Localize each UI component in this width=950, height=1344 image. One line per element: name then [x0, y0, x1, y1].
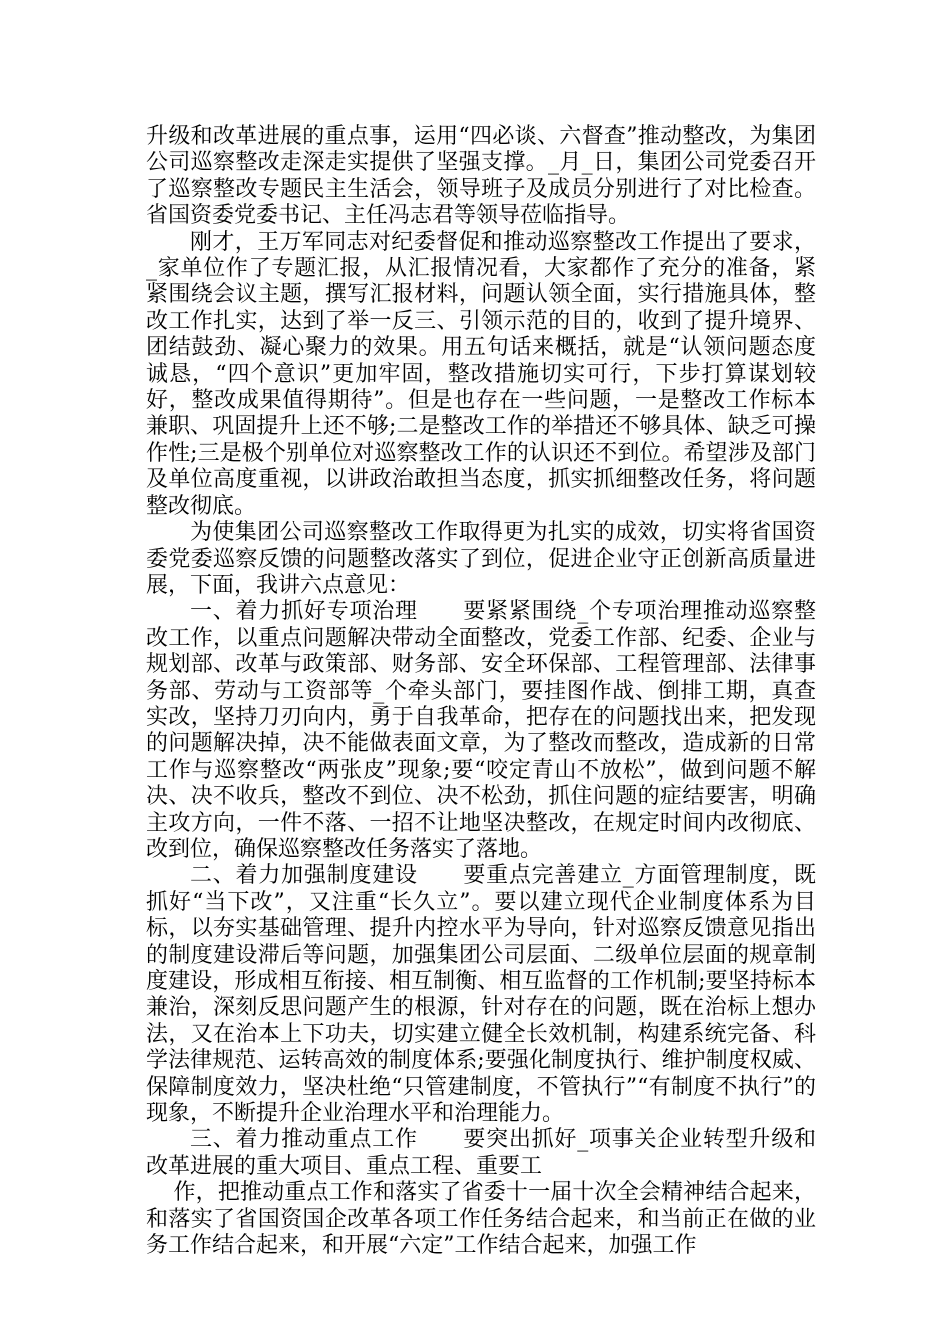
paragraph-1: 升级和改革进展的重点事，运用“四必谈、六督查”推动整改，为集团公司巡察整改走深走实提供了坚强支撑。_月_日，集团公司党委召开了巡察整改专题民主生活会，领导班子及成员分别进行了对比检查。省国资委党委书记、主任冯志君等领导莅临指导。 [146, 124, 816, 229]
paragraph-2: 刚才，王万军同志对纪委督促和推动巡察整改工作提出了要求，_家单位作了专题汇报，从汇报情况看，大家都作了充分的准备，紧紧围绕会议主题，撰写汇报材料，问题认领全面，实行措施具体，整改工作扎实，达到了举一反三、引领示范的目的，收到了提升境界、团结鼓劲、凝心聚力的效果。用五句话来概括，就是“认领问题态度诚恳，“四个意识”更加牢固，整改措施切实可行，下步打算谋划较好，整改成果值得期待”。但是也存在一些问题，一是整改工作标本兼职、巩固提升上还不够;二是整改工作的举措还不够具体、缺乏可操作性;三是极个别单位对巡察整改工作的认识还不到位。希望涉及部门及单位高度重视，以讲政治敢担当态度，抓实抓细整改任务，将问题整改彻底。 [146, 229, 816, 519]
paragraph-3: 为使集团公司巡察整改工作取得更为扎实的成效，切实将省国资委党委巡察反馈的问题整改落实了到位，促进企业守正创新高质量进展，下面，我讲六点意见： [146, 520, 816, 598]
paragraph-5: 二、着力加强制度建设 要重点完善建立_方面管理制度，既抓好“当下改”，又注重“长久立”。要以建立现代企业制度体系为目标，以夯实基础管理、提升内控水平为导向，针对巡察反馈意见指出的制度建设滞后等问题，加强集团公司层面、二级单位层面的规章制度建设，形成相互衔接、相互制衡、相互监督的工作机制;要坚持标本兼治，深刻反思问题产生的根源，针对存在的问题，既在治标上想办法，又在治本上下功夫，切实建立健全长效机制，构建系统完备、科学法律规范、运转高效的制度体系;要强化制度执行、维护制度权威、保障制度效力，坚决杜绝“只管建制度，不管执行”“有制度不执行”的现象，不断提升企业治理水平和治理能力。 [146, 863, 816, 1127]
paragraph-4: 一、着力抓好专项治理 要紧紧围绕_个专项治理推动巡察整改工作，以重点问题解决带动全面整改，党委工作部、纪委、企业与规划部、改革与政策部、财务部、安全环保部、工程管理部、法律事务部、劳动与工资部等_个牵头部门，要挂图作战、倒排工期，真查实改，坚持刀刃向内，勇于自我革命，把存在的问题找出来，把发现的问题解决掉，决不能做表面文章，为了整改而整改，造成新的日常工作与巡察整改“两张皮”现象;要“咬定青山不放松”，做到问题不解决、决不收兵，整改不到位、决不松劲，抓住问题的症结要害，明确主攻方向，一件不落、一招不让地坚决整改，在规定时间内改彻底、改到位，确保巡察整改任务落实了落地。 [146, 599, 816, 862]
paragraph-7: 作，把推动重点工作和落实了省委十一届十次全会精神结合起来，和落实了省国资国企改革各项工作任务结合起来，和当前正在做的业务工作结合起来，和开展“六定”工作结合起来，加强工作 [146, 1180, 816, 1259]
document-body [146, 124, 816, 1259]
paragraph-6: 三、着力推动重点工作 要突出抓好_项事关企业转型升级和改革进展的重大项目、重点工程、重要工 [146, 1127, 816, 1179]
